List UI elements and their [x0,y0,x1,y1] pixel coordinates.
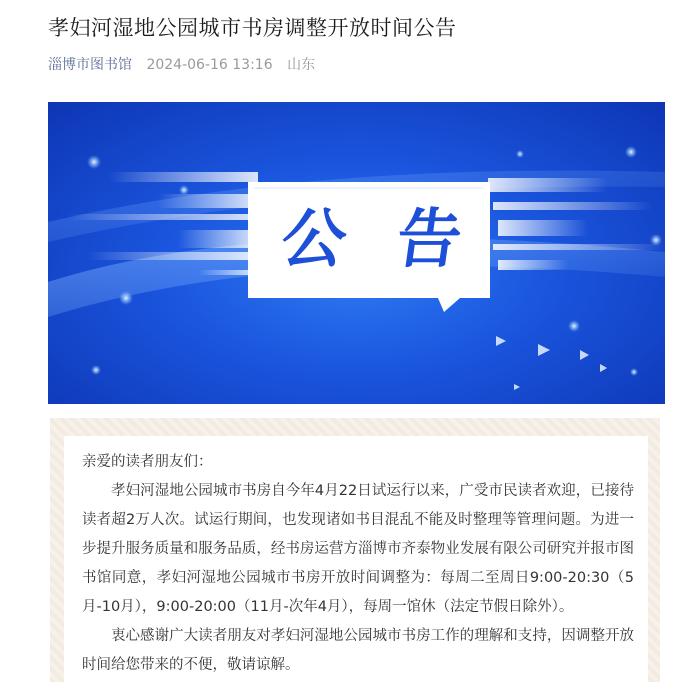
announcement-banner-image [48,102,665,404]
notice-paragraph: 孝妇河湿地公园城市书房自今年4月22日试运行以来，广受市民读者欢迎，已接待读者超2万人次。试运行期间，也发现诸如书目混乱不能及时整理等管理问题。为进一步提升服务质量和服务品质，经书房运营方淄博市齐泰物业发展有限公司研究并报市图书馆同意，孝妇河湿地公园城市书房开放时间调整为：每周二至周日9:00-20:30（5月-10月），9:00-20:00（11月-次年4月），每周一馆休（法定节假日除外）。 [82,483,634,615]
notice-card [50,418,660,682]
announcement-char-2: 告 [391,203,466,277]
notice-text [82,448,634,680]
notice-body [64,436,648,696]
source-account-link[interactable]: 淄博市图书馆 [48,57,132,73]
play-triangle-decor [496,336,607,390]
article-meta [48,54,325,74]
announcement-char-1: 公 [276,203,351,277]
article-title: 孝妇河湿地公园城市书房调整开放时间公告 [48,16,457,40]
notice-paragraph: 衷心感谢广大读者朋友对孝妇河湿地公园城市书房工作的理解和支持，因调整开放时间给您带来的不便，敬请谅解。 [82,628,634,673]
publish-region: 山东 [287,57,316,73]
publish-time: 2024-06-16 13:16 [146,57,273,73]
announcement-heading [256,184,486,296]
notice-greeting: 亲爱的读者朋友们： [82,454,213,470]
